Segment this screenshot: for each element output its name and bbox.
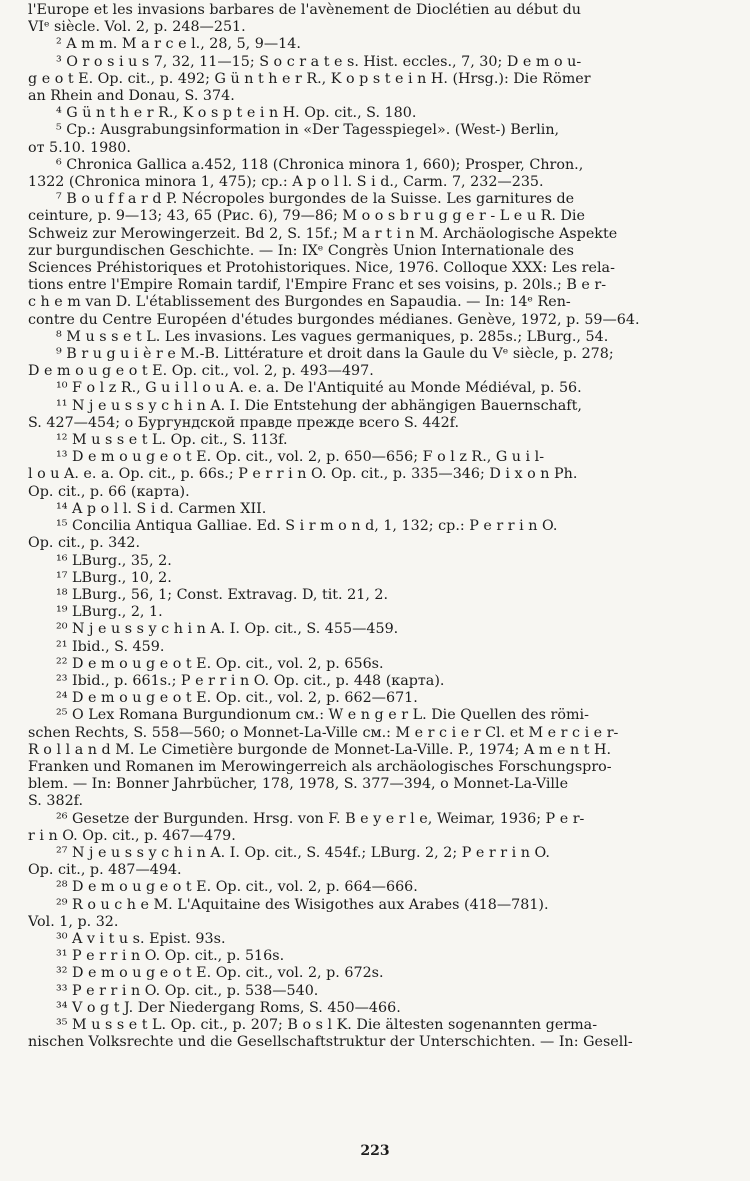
text-line: tions entre l'Empire Romain tardif, l'Empire Franc et ses voisins, p. 20ls.; B e r- — [28, 277, 607, 294]
text-line: an Rhein and Donau, S. 374. — [28, 88, 235, 105]
text-line: ¹⁴ A p o l l. S i d. Carmen XII. — [56, 500, 267, 517]
text-line: ²¹ Ibid., S. 459. — [56, 638, 165, 655]
text-line: ¹⁷ LBurg., 10, 2. — [56, 569, 172, 586]
text-line: ⁴ G ü n t h e r R., K o s p t e i n H. Op. cit., S. 180. — [56, 105, 417, 122]
page-number: 223 — [360, 1143, 390, 1159]
text-line: ²² D e m o u g e o t E. Op. cit., vol. 2, p. 656s. — [56, 655, 384, 672]
text-line: ⁷ B o u f f a r d P. Nécropoles burgondes de la Suisse. Les garnitures de — [56, 191, 575, 208]
text-line: Op. cit., p. 342. — [28, 535, 140, 552]
text-line: ²⁶ Gesetze der Burgunden. Hrsg. von F. B e y e r l e, Weimar, 1936; P e r- — [56, 810, 585, 827]
text-line: ³⁴ V o g t J. Der Niedergang Roms, S. 450—466. — [56, 999, 401, 1016]
text-line: ²³ Ibid., p. 661s.; P e r r i n O. Op. cit., p. 448 (карта). — [56, 672, 445, 689]
text-line: r i n O. Op. cit., p. 467—479. — [28, 827, 236, 844]
text-line: ³ O r o s i u s 7, 32, 11—15; S o c r a t e s. Hist. eccles., 7, 30; D e m o u- — [56, 53, 582, 70]
text-line: ¹⁵ Concilia Antiqua Galliae. Ed. S i r m o n d, 1, 132; ср.: P e r r i n O. — [56, 518, 558, 535]
text-line: Vol. 1, p. 32. — [28, 913, 119, 930]
text-line: Schweiz zur Merowingerzeit. Bd 2, S. 15f.; M a r t i n M. Archäologische Aspekte — [28, 225, 618, 242]
text-line: ²⁹ R o u c h e M. L'Aquitaine des Wisigothes aux Arabes (418—781). — [56, 896, 549, 913]
text-line: ⁶ Chronica Gallica a.452, 118 (Chronica minora 1, 660); Prosper, Chron., — [56, 156, 584, 173]
text-line: ² A m m. M a r c e l., 28, 5, 9—14. — [56, 36, 301, 53]
text-line: Franken und Romanen im Merowingerreich als archäologisches Forschungspro- — [28, 758, 612, 775]
text-line: nischen Volksrechte und die Gesellschaftstruktur der Unterschichten. — In: Gesell- — [28, 1034, 633, 1051]
text-line: Op. cit., p. 487—494. — [28, 862, 182, 879]
text-line: D e m o u g e o t E. Op. cit., vol. 2, p. 493—497. — [28, 363, 374, 380]
text-line: R o l l a n d M. Le Cimetière burgonde de Monnet-La-Ville. P., 1974; A m e n t H. — [28, 741, 612, 758]
text-line: ¹² M u s s e t L. Op. cit., S. 113f. — [56, 432, 288, 449]
text-line: VIᵉ siècle. Vol. 2, p. 248—251. — [28, 19, 246, 36]
text-line: S. 382f. — [28, 793, 83, 810]
text-line: ¹⁹ LBurg., 2, 1. — [56, 604, 163, 621]
text-line: ²⁷ N j e u s s y c h i n A. I. Op. cit., S. 454f.; LBurg. 2, 2; P e r r i n O. — [56, 844, 550, 861]
text-line: ²⁰ N j e u s s y c h i n A. I. Op. cit., S. 455—459. — [56, 621, 399, 638]
text-line: ¹⁸ LBurg., 56, 1; Const. Extravag. D, tit. 21, 2. — [56, 586, 389, 603]
text-line: ³¹ P e r r i n O. Op. cit., p. 516s. — [56, 948, 285, 965]
footnotes-body — [28, 2, 718, 1051]
text-line: blem. — In: Bonner Jahrbücher, 178, 1978, S. 377—394, о Monnet-La-Ville — [28, 776, 569, 793]
text-line: ¹¹ N j e u s s y c h i n A. I. Die Entstehung der abhängigen Bauernschaft, — [56, 397, 582, 414]
text-line: l'Europe et les invasions barbares de l'avènement de Dioclétien au début du — [28, 2, 581, 18]
text-line: ²⁸ D e m o u g e o t E. Op. cit., vol. 2, p. 664—666. — [56, 879, 418, 896]
text-line: ceinture, p. 9—13; 43, 65 (Рис. 6), 79—86; M o o s b r u g g e r - L e u R. Die — [28, 208, 585, 225]
text-line: g e o t E. Op. cit., p. 492; G ü n t h e r R., K o p s t e i n H. (Hrsg.): Die Römer — [28, 70, 591, 87]
text-line: schen Rechts, S. 558—560; о Monnet-La-Ville см.: M e r c i e r Cl. et M e r c i e r- — [28, 724, 619, 741]
text-line: Sciences Préhistoriques et Protohistoriques. Nice, 1976. Colloque XXX: Les rela- — [28, 260, 615, 277]
text-line: ¹⁰ F o l z R., G u i l l o u A. e. a. De l'Antiquité au Monde Médiéval, p. 56. — [56, 380, 582, 397]
text-line: ³² D e m o u g e o t E. Op. cit., vol. 2, p. 672s. — [56, 965, 384, 982]
text-line: ³³ P e r r i n O. Op. cit., p. 538—540. — [56, 982, 319, 999]
text-line: ³⁰ A v i t u s. Epist. 93s. — [56, 930, 226, 947]
text-line: c h e m van D. L'établissement des Burgondes en Sapaudia. — In: 14ᵉ Ren- — [28, 294, 571, 311]
text-line: S. 427—454; о Бургундской правде прежде всего S. 442f. — [28, 414, 460, 431]
text-line: ³⁵ M u s s e t L. Op. cit., p. 207; B o s l K. Die ältesten sogenannten germa- — [56, 1016, 598, 1033]
text-line: zur burgundischen Geschichte. — In: IXᵉ Congrès Union Internationale des — [28, 242, 574, 259]
text-line: contre du Centre Européen d'études burgondes médianes. Genève, 1972, p. 59—64. — [28, 311, 640, 328]
text-line: ²⁵ О Lex Romana Burgundionum см.: W e n g e r L. Die Quellen des römi- — [56, 707, 589, 724]
text-line: l o u A. e. a. Op. cit., p. 66s.; P e r r i n O. Op. cit., p. 335—346; D i x o n Ph. — [28, 466, 578, 483]
text-line: от 5.10. 1980. — [28, 139, 131, 156]
text-line: ⁸ M u s s e t L. Les invasions. Les vagues germaniques, p. 285s.; LBurg., 54. — [56, 328, 609, 345]
text-line: Op. cit., p. 66 (карта). — [28, 483, 190, 500]
text-line: ⁹ B r u g u i è r e M.-B. Littérature et droit dans la Gaule du Vᵉ siècle, p. 278; — [56, 346, 614, 363]
text-line: 1322 (Chronica minora 1, 475); ср.: A p o l l. S i d., Carm. 7, 232—235. — [28, 174, 544, 191]
text-line: ¹⁶ LBurg., 35, 2. — [56, 552, 172, 569]
text-line: ²⁴ D e m o u g e o t E. Op. cit., vol. 2, p. 662—671. — [56, 690, 418, 707]
text-line: ¹³ D e m o u g e o t E. Op. cit., vol. 2, p. 650—656; F o l z R., G u i l- — [56, 449, 545, 466]
text-line: ⁵ Cp.: Ausgrabungsinformation in «Der Tagesspiegel». (West-) Berlin, — [56, 122, 560, 139]
